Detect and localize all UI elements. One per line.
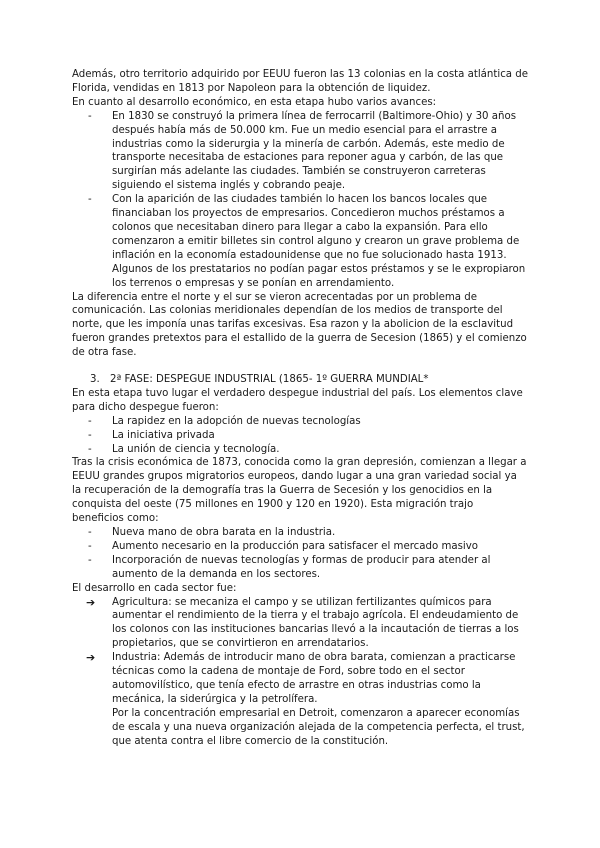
sector-text: Industria: Además de introducir mano de obra barata, comienzan a practicarse técnicas como la cadena de montaje de Ford, sobre todo en el sector automovilístico, que tenía efecto de arrastre en otras industrias como la mecánica, la siderúrgica y la petrolífera.	[112, 652, 516, 705]
sector-extra-text: Por la concentración empresarial en Detroit, comenzaron a aparecer economías de escala y una nueva organización alejada de la competencia perfecta, el trust, que atenta contra el libre comercio de la constitución.	[112, 707, 525, 747]
key-elements-list	[72, 415, 528, 457]
list-item: - La unión de ciencia y tecnología.	[86, 443, 528, 457]
sector-item-agriculture	[86, 596, 528, 652]
arrow-right-icon: ➔	[86, 595, 96, 609]
migration-benefits-list	[72, 526, 528, 582]
list-item: - En 1830 se construyó la primera línea de ferrocarril (Baltimore-Ohio) y 30 años después había más de 50.000 km. Fue un medio esencial para el arrastre a industrias como la siderurgia y la minería de carbón. Además, este medio de transporte necesitaba de estaciones para reponer agua y carbón, de las que surgirían más adelante las ciudades. También se construyeron carreteras siguiendo el sistema inglés y cobrando peaje.	[86, 110, 528, 193]
sector-item-industry	[86, 651, 528, 748]
list-item: - Incorporación de nuevas tecnologías y formas de producir para atender al aumento de la demanda en los sectores.	[86, 554, 528, 582]
section-heading	[72, 373, 528, 387]
phase-intro: En esta etapa tuvo lugar el verdadero despegue industrial del país. Los elementos clave para dicho despegue fueron:	[72, 387, 523, 413]
list-item: - Con la aparición de las ciudades también lo hacen los bancos locales que financiaban los proyectos de empresarios. Concedieron muchos préstamos a colonos que necesitaban dinero para llegar a cabo la expansión. Para ello comenzaron a emitir billetes sin control alguno y crearon un grave problema de inflación en la economía estadounidense que no fue solucionado hasta 1913. Algunos de los prestatarios no podían pagar estos préstamos y se le expropiaron los terrenos o empresas y se ponían en arrendamiento.	[86, 193, 528, 290]
crisis-paragraph: Tras la crisis económica de 1873, conocida como la gran depresión, comienzan a llegar a EEUU grandes grupos migratorios europeos, dando lugar a una gran variedad social ya la recuperación de la demografía tras la Guerra de Secesión y los genocidios en la conquista del oeste (75 millones en 1900 y 120 en 1920). Esta migración trajo beneficios como:	[72, 457, 527, 525]
sector-intro: El desarrollo en cada sector fue:	[72, 582, 237, 594]
document-body	[72, 68, 528, 749]
econ-intro: En cuanto al desarrollo económico, en esta etapa hubo varios avances:	[72, 96, 437, 108]
list-item: - La iniciativa privada	[86, 429, 528, 443]
section-title: 2ª FASE: DESPEGUE INDUSTRIAL (1865- 1º GUERRA MUNDIAL*	[110, 374, 429, 386]
arrow-right-icon: ➔	[86, 651, 96, 665]
sectors-list	[72, 596, 528, 749]
list-item: - La rapidez en la adopción de nuevas tecnologías	[86, 415, 528, 429]
north-south-paragraph: La diferencia entre el norte y el sur se vieron acrecentadas por un problema de comunicación. Las colonias meridionales dependían de los medios de transporte del norte, que les imponía unas tarifas excesivas. Esa razon y la abolicion de la esclavitud fueron grandes pretextos para el estallido de la guerra de Secesion (1865) y el comienzo de otra fase.	[72, 291, 527, 359]
sector-text: Agricultura: se mecaniza el campo y se utilizan fertilizantes químicos para aumentar el rendimiento de la tierra y el trabajo agrícola. El endeudamiento de los colonos con las instituciones bancarias llevó a la incautación de tierras a los propietarios, que se convirtieron en arrendatarios.	[112, 596, 519, 650]
list-item: - Nueva mano de obra barata en la industria.	[86, 526, 528, 540]
list-item: - Aumento necesario en la producción para satisfacer el mercado masivo	[86, 540, 528, 554]
section-number: 3.	[90, 374, 100, 386]
econ-list	[72, 110, 528, 291]
intro-paragraph: Además, otro territorio adquirido por EEUU fueron las 13 colonias en la costa atlántica de Florida, vendidas en 1813 por Napoleon para la obtención de liquidez.	[72, 69, 529, 94]
